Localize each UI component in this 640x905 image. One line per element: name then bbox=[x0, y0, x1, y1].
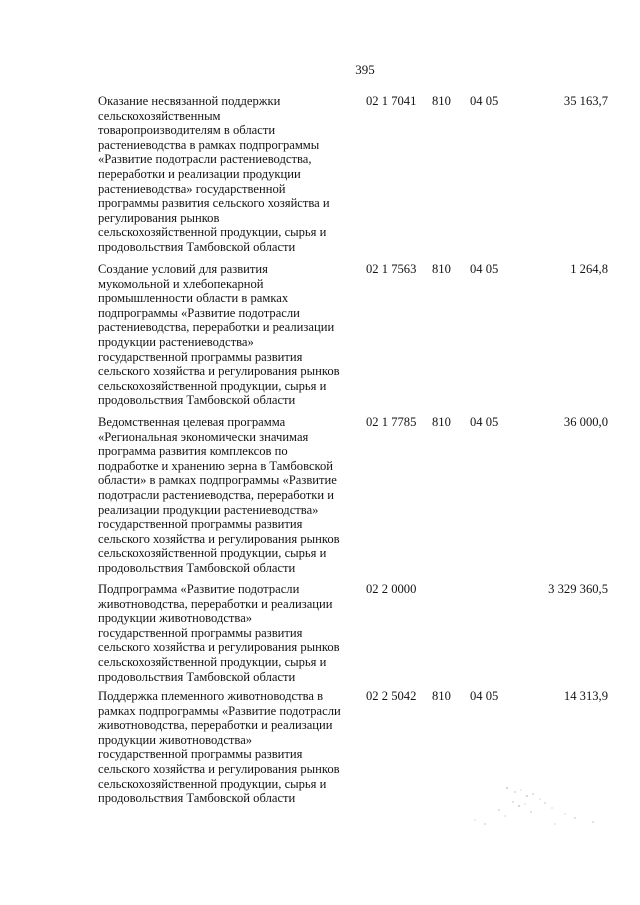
amount-value: 36 000,0 bbox=[563, 415, 608, 429]
row-description: Ведомственная целевая программа «Региональная экономически значимая программа развития комплексов по подработке и хранению зерна в Тамбовской области» в рамках подпрограммы «Развитие подотрасли растениеводства, переработки и реализации продукции растениеводства» государственной программы развития сельского хозяйства и регулирования рынков сельскохозяйственной продукции, сырья и продовольствия Тамбовской области bbox=[98, 415, 340, 575]
section-code: 04 05 bbox=[470, 262, 499, 276]
amount-value: 14 313,9 bbox=[563, 689, 608, 703]
page-number: 395 bbox=[355, 62, 375, 77]
expense-type-code: 810 bbox=[432, 262, 451, 276]
row-description: Поддержка племенного животноводства в рамках подпрограммы «Развитие подотрасли животноводства, переработки и реализации продукции животноводства» государственной программы развития сельского хозяйства и регулирования рынков сельскохозяйственной продукции, сырья и продовольствия Тамбовской области bbox=[98, 689, 341, 806]
target-article-code: 02 2 0000 bbox=[366, 582, 417, 596]
amount-value: 1 264,8 bbox=[570, 262, 608, 276]
amount-value: 3 329 360,5 bbox=[548, 582, 608, 596]
scan-noise-specks bbox=[455, 780, 605, 840]
row-description: Оказание несвязанной поддержки сельскохозяйственным товаропроизводителям в области растениеводства в рамках подпрограммы «Развитие подотрасли растениеводства, переработки и реализации продукции растениеводства» государственной программы развития сельского хозяйства и регулирования рынков сельскохозяйственной продукции, сырья и продовольствия Тамбовской области bbox=[98, 94, 330, 254]
target-article-code: 02 1 7785 bbox=[366, 415, 417, 429]
section-code: 04 05 bbox=[470, 689, 499, 703]
section-code: 04 05 bbox=[470, 94, 499, 108]
expense-type-code: 810 bbox=[432, 689, 451, 703]
expense-type-code: 810 bbox=[432, 415, 451, 429]
row-description: Создание условий для развития мукомольной и хлебопекарной промышленности области в рамках подпрограммы «Развитие подотрасли растениеводства, переработки и реализации продукции растениеводства» государственной программы развития сельского хозяйства и регулирования рынков сельскохозяйственной продукции, сырья и продовольствия Тамбовской области bbox=[98, 262, 340, 408]
target-article-code: 02 1 7563 bbox=[366, 262, 417, 276]
target-article-code: 02 2 5042 bbox=[366, 689, 417, 703]
row-description: Подпрограмма «Развитие подотрасли животноводства, переработки и реализации продукции животноводства» государственной программы развития сельского хозяйства и регулирования рынков сельскохозяйственной продукции, сырья и продовольствия Тамбовской области bbox=[98, 582, 340, 684]
expense-type-code: 810 bbox=[432, 94, 451, 108]
section-code: 04 05 bbox=[470, 415, 499, 429]
amount-value: 35 163,7 bbox=[563, 94, 608, 108]
target-article-code: 02 1 7041 bbox=[366, 94, 417, 108]
